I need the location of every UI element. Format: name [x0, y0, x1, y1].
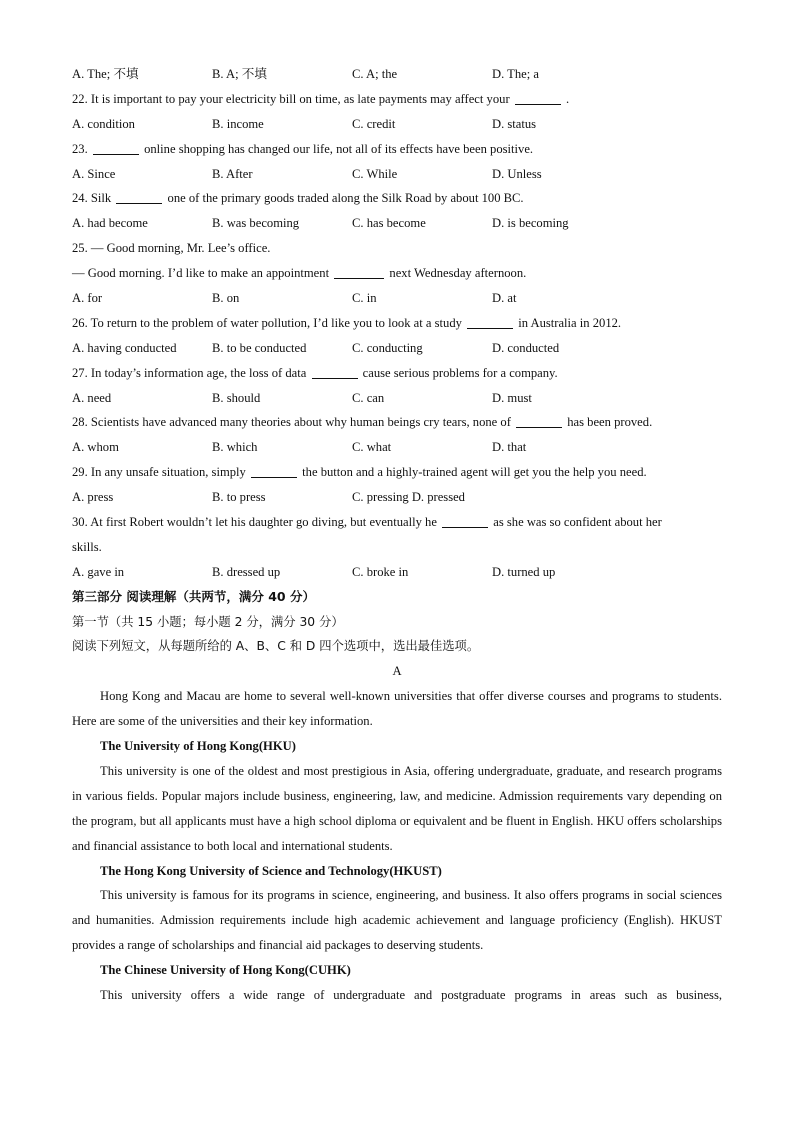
university-heading: The Chinese University of Hong Kong(CUHK) [100, 963, 351, 978]
q28-stem: 28. Scientists have advanced many theories about why human beings cry tears, none of has been proved. [72, 415, 653, 430]
passage-letter: A [392, 664, 402, 679]
instruction: 阅读下列短文，从每题所给的 A、B、C 和 D 四个选项中，选出最佳选项。 [72, 639, 480, 654]
option-b: B. dressed up [212, 564, 281, 579]
option-d: D. is becoming [492, 216, 569, 231]
option-c: C. what [352, 440, 392, 455]
q22-stem: 22. It is important to pay your electricity bill on time, as late payments may affect your . [72, 91, 570, 106]
option-d: D. conducted [492, 340, 560, 355]
q30-stem-continued: skills. [72, 539, 102, 554]
option-a: A. The; 不填 [72, 67, 139, 81]
answer-blank [116, 189, 162, 204]
option-b: B. was becoming [212, 216, 300, 231]
university-description: This university is one of the oldest and most prestigious in Asia, offering undergraduate, graduate, and research programs in various fields. Popular majors include business, engineering, law, and medicine. Admission requirements vary depending on the program, but all applicants must have a high school diploma or equivalent and be fluent in English. HKU offers scholarships and financial assistance to both local and international students. [72, 763, 722, 853]
university-heading: The University of Hong Kong(HKU) [100, 739, 296, 754]
q27-stem: 27. In today’s information age, the loss of data cause serious problems for a company. [72, 365, 558, 380]
option-c: C. can [352, 390, 385, 405]
q29-stem: 29. In any unsafe situation, simply the button and a highly-trained agent will get you the help you need. [72, 465, 647, 480]
answer-blank [93, 140, 139, 155]
part-heading: 第一节（共 15 小题；每小题 2 分，满分 30 分） [72, 614, 344, 629]
option-a: A. having conducted [72, 340, 177, 355]
q30-stem: 30. At first Robert wouldn’t let his daughter go diving, but eventually he as she was so confident about her [72, 515, 662, 530]
q23-options [72, 162, 722, 187]
answer-blank [515, 90, 561, 105]
option-d: D. that [492, 440, 527, 455]
q25-options [72, 286, 722, 311]
q21-options [72, 62, 722, 87]
answer-blank [467, 314, 513, 329]
q25-dialogue-line: — Good morning. I’d like to make an appointment next Wednesday afternoon. [72, 266, 527, 281]
option-d: D. must [492, 390, 532, 405]
option-b: B. to be conducted [212, 340, 307, 355]
option-d: D. status [492, 116, 537, 131]
university-heading: The Hong Kong University of Science and Technology(HKUST) [100, 863, 442, 878]
answer-blank [516, 413, 562, 428]
option-c: C. A; the [352, 67, 398, 81]
option-d: D. Unless [492, 166, 542, 181]
q28-options [72, 435, 722, 460]
q30-options [72, 560, 722, 585]
option-a: A. gave in [72, 564, 125, 579]
q25-stem: 25. — Good morning, Mr. Lee’s office. [72, 241, 271, 256]
option-a: A. press [72, 490, 114, 505]
option-b: B. income [212, 116, 264, 131]
exam-page [72, 62, 722, 1008]
answer-blank [442, 513, 488, 528]
option-b: B. which [212, 440, 258, 455]
option-d: D. The; a [492, 67, 539, 81]
option-a: A. whom [72, 440, 119, 455]
q24-stem: 24. Silk one of the primary goods traded along the Silk Road by about 100 BC. [72, 191, 524, 206]
option-b: B. to press [212, 490, 266, 505]
option-a: A. for [72, 291, 103, 306]
option-d: D. turned up [492, 564, 556, 579]
passage-intro: Hong Kong and Macau are home to several well-known universities that offer diverse courses and programs to students. Here are some of the universities and their key information. [72, 689, 722, 729]
option-c-d: C. pressing D. pressed [352, 490, 465, 505]
option-a: A. Since [72, 166, 116, 181]
option-c: C. has become [352, 216, 426, 231]
option-b: B. on [212, 291, 240, 306]
answer-blank [251, 463, 297, 478]
university-description: This university offers a wide range of undergraduate and postgraduate programs in areas such as business, [100, 988, 722, 1003]
option-a: A. need [72, 390, 112, 405]
option-b: B. After [212, 166, 253, 181]
answer-blank [334, 264, 384, 279]
q24-options [72, 211, 722, 236]
option-c: C. broke in [352, 564, 409, 579]
q27-options [72, 386, 722, 411]
option-c: C. in [352, 291, 377, 306]
q26-stem: 26. To return to the problem of water pollution, I’d like you to look at a study in Australia in 2012. [72, 315, 622, 330]
q23-stem: 23. online shopping has changed our life, not all of its effects have been positive. [72, 141, 534, 156]
q26-options [72, 336, 722, 361]
university-description: This university is famous for its programs in science, engineering, and business. It also offers programs in social sciences and humanities. Admission requirements include high academic achievement and language proficiency (English). HKUST provides a range of scholarships and financial aid packages to deserving students. [72, 888, 722, 953]
option-c: C. credit [352, 116, 396, 131]
option-d: D. at [492, 291, 517, 306]
option-c: C. While [352, 166, 398, 181]
section-title: 第三部分 阅读理解（共两节，满分 40 分） [72, 588, 315, 604]
option-b: B. A; 不填 [212, 67, 267, 81]
option-c: C. conducting [352, 340, 423, 355]
option-b: B. should [212, 390, 261, 405]
answer-blank [312, 364, 358, 379]
q29-options [72, 485, 722, 510]
q22-options [72, 112, 722, 137]
option-a: A. had become [72, 216, 148, 231]
option-a: A. condition [72, 116, 135, 131]
